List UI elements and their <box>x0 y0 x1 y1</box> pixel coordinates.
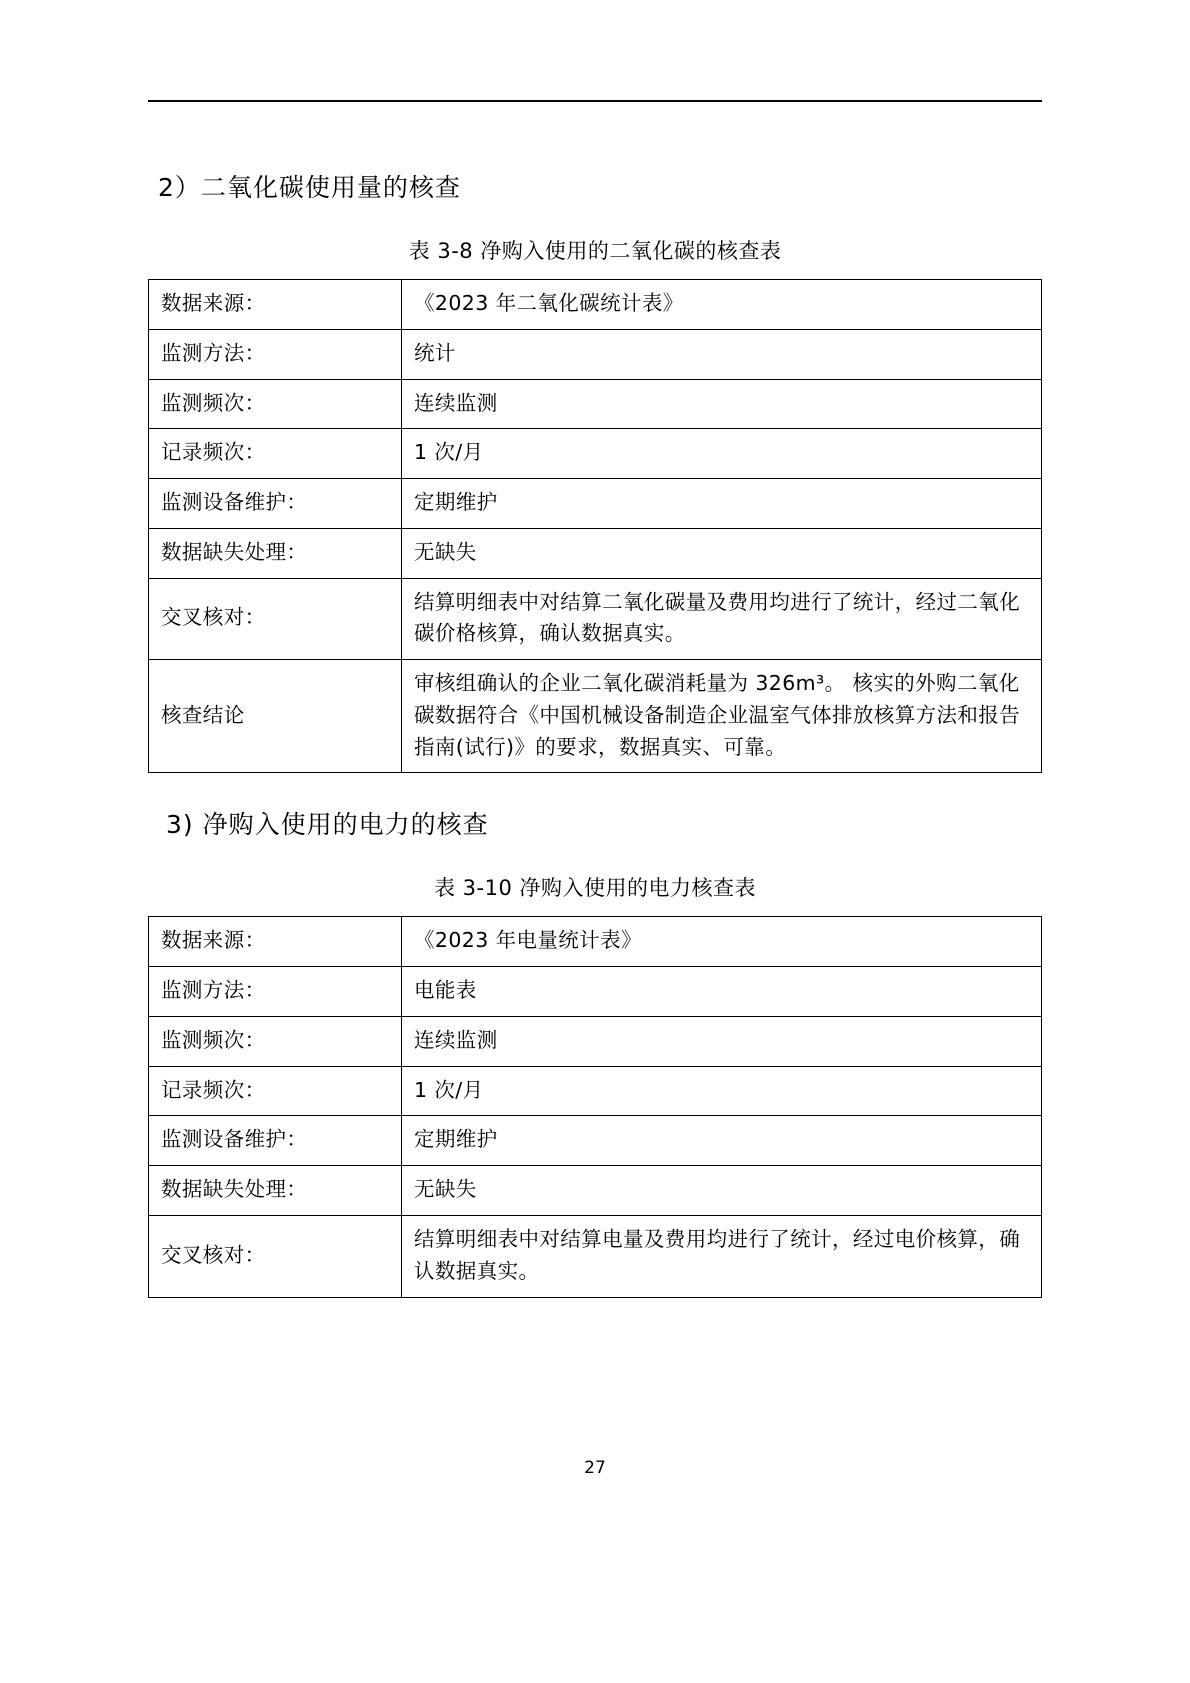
table-row <box>149 1116 1042 1166</box>
row-value: 《2023 年二氧化碳统计表》 <box>402 280 1042 330</box>
table-row <box>149 1016 1042 1066</box>
table-row <box>149 1066 1042 1116</box>
table-3-10 <box>148 916 1042 1297</box>
row-label: 核查结论 <box>149 660 402 773</box>
table-caption-3-10: 表 3-10 净购入使用的电力核查表 <box>433 876 756 901</box>
row-value: 连续监测 <box>402 379 1042 429</box>
row-value: 定期维护 <box>402 479 1042 529</box>
row-label: 交叉核对： <box>149 1216 402 1298</box>
table-row <box>149 1166 1042 1216</box>
row-label: 监测方法： <box>149 967 402 1017</box>
row-label: 数据缺失处理： <box>149 1166 402 1216</box>
row-value: 连续监测 <box>402 1016 1042 1066</box>
section-heading-co2: 2）二氧化碳使用量的核查 <box>158 173 461 202</box>
row-value: 审核组确认的企业二氧化碳消耗量为 326m³。 核实的外购二氧化碳数据符合《中国机械设备制造企业温室气体排放核算方法和报告指南(试行)》的要求，数据真实、可靠。 <box>402 660 1042 773</box>
section-heading-electricity: 3) 净购入使用的电力的核查 <box>166 810 489 840</box>
row-value: 无缺失 <box>402 1166 1042 1216</box>
page-number: 27 <box>584 1458 606 1478</box>
row-value: 无缺失 <box>402 528 1042 578</box>
row-label: 监测频次： <box>149 379 402 429</box>
row-label: 记录频次： <box>149 1066 402 1116</box>
header-divider <box>148 100 1042 102</box>
table-row <box>149 660 1042 773</box>
row-value: 1 次/月 <box>402 1066 1042 1116</box>
row-label: 监测设备维护： <box>149 479 402 529</box>
table-row <box>149 479 1042 529</box>
row-value: 定期维护 <box>402 1116 1042 1166</box>
row-label: 数据来源： <box>149 280 402 330</box>
table-row <box>149 917 1042 967</box>
row-value: 电能表 <box>402 967 1042 1017</box>
row-label: 数据缺失处理： <box>149 528 402 578</box>
row-label: 监测频次： <box>149 1016 402 1066</box>
table-row <box>149 379 1042 429</box>
table-3-8 <box>148 279 1042 773</box>
row-value: 结算明细表中对结算二氧化碳量及费用均进行了统计，经过二氧化碳价格核算，确认数据真实。 <box>402 578 1042 660</box>
table-row <box>149 578 1042 660</box>
table-row <box>149 429 1042 479</box>
table-row <box>149 329 1042 379</box>
row-label: 监测设备维护： <box>149 1116 402 1166</box>
table-row <box>149 967 1042 1017</box>
row-value: 统计 <box>402 329 1042 379</box>
page-content <box>148 0 1042 1298</box>
row-label: 记录频次： <box>149 429 402 479</box>
table-row <box>149 528 1042 578</box>
row-label: 数据来源： <box>149 917 402 967</box>
row-value: 《2023 年电量统计表》 <box>402 917 1042 967</box>
table-row <box>149 1216 1042 1298</box>
row-label: 监测方法： <box>149 329 402 379</box>
table-row <box>149 280 1042 330</box>
table-caption-3-8: 表 3-8 净购入使用的二氧化碳的核查表 <box>408 239 782 263</box>
row-label: 交叉核对： <box>149 578 402 660</box>
row-value: 结算明细表中对结算电量及费用均进行了统计，经过电价核算，确认数据真实。 <box>402 1216 1042 1298</box>
row-value: 1 次/月 <box>402 429 1042 479</box>
